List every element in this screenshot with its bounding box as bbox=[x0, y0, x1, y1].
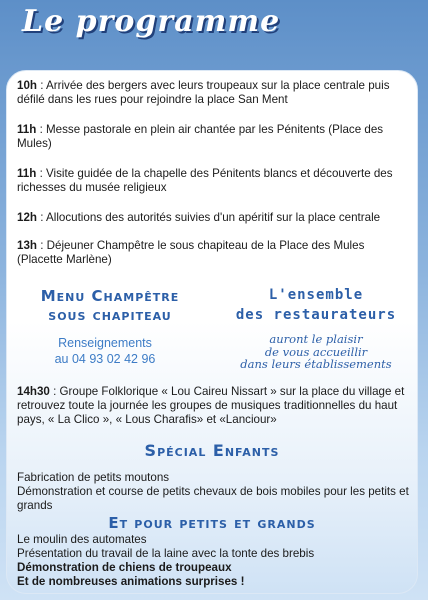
reservation-label: Renseignements bbox=[58, 336, 152, 350]
entry-time: 14h30 bbox=[17, 385, 50, 398]
entry-text: : Arrivée des bergers avec leurs troupeaux sur la place centrale puis défilé dans les rues pour rejoindre la place San Ment bbox=[17, 79, 390, 106]
entry-time: 12h bbox=[17, 211, 37, 224]
all-ages-item: Le moulin des automates bbox=[17, 533, 147, 546]
schedule-entry-13h bbox=[17, 239, 409, 267]
menu-line2: sous chapiteau bbox=[48, 306, 172, 324]
ensemble-sub2: de vous accueillir bbox=[264, 344, 368, 359]
kids-item: Démonstration et course de petits chevaux de bois mobiles pour les petits et grands bbox=[17, 485, 409, 512]
reservation-info bbox=[35, 335, 175, 367]
schedule-entry-14h30 bbox=[17, 385, 409, 427]
entry-time: 11h bbox=[17, 123, 37, 136]
kids-item: Fabrication de petits moutons bbox=[17, 471, 170, 484]
special-kids-heading: Spécial Enfants bbox=[144, 441, 280, 460]
all-ages-item: Et de nombreuses animations surprises ! bbox=[17, 575, 245, 588]
schedule-entry-10h bbox=[17, 79, 409, 107]
all-ages-item: Présentation du travail de la laine avec la tonte des brebis bbox=[17, 547, 315, 560]
ensemble-sub1: auront le plaisir bbox=[269, 332, 363, 346]
entry-text: : Groupe Folklorique « Lou Caireu Nissart » sur la place du village et retrouvez toute la journée les groupes de musiques traditionnelles du haut pays, « La Clico », « Lous Charafis» et «Lanciour» bbox=[17, 385, 405, 426]
entry-time: 10h bbox=[17, 79, 37, 92]
ensemble-line1: L'ensemble bbox=[268, 287, 364, 303]
entry-text: : Allocutions des autorités suivies d'un apéritif sur la place centrale bbox=[36, 211, 381, 224]
reservation-phone: au 04 93 02 42 96 bbox=[54, 352, 156, 366]
program-panel bbox=[6, 70, 418, 594]
entry-time: 13h bbox=[17, 239, 37, 252]
page-title: Le programme bbox=[22, 4, 281, 39]
menu-heading bbox=[21, 287, 199, 325]
schedule-entry-11h-mass bbox=[17, 123, 409, 151]
schedule-entry-11h-visit bbox=[17, 167, 409, 195]
entry-text: : Déjeuner Champêtre le sous chapiteau de la Place des Mules (Placette Marlène) bbox=[17, 239, 365, 266]
ensemble-sub3: dans leurs établissements bbox=[240, 357, 392, 371]
schedule-entry-12h bbox=[17, 211, 409, 225]
restaurateurs-heading bbox=[217, 285, 415, 325]
all-ages-heading: Et pour petits et grands bbox=[108, 514, 316, 532]
entry-text: : Messe pastorale en plein air chantée par les Pénitents (Place des Mules) bbox=[17, 123, 384, 150]
ensemble-line2: des restaurateurs bbox=[235, 307, 397, 323]
all-ages-item: Démonstration de chiens de troupeaux bbox=[17, 561, 232, 574]
entry-time: 11h bbox=[17, 167, 37, 180]
restaurateurs-subtext bbox=[227, 333, 405, 371]
entry-text: : Visite guidée de la chapelle des Pénitents blancs et découverte des richesses du musée religieux bbox=[17, 167, 393, 194]
menu-line1: Menu Champêtre bbox=[40, 287, 180, 305]
